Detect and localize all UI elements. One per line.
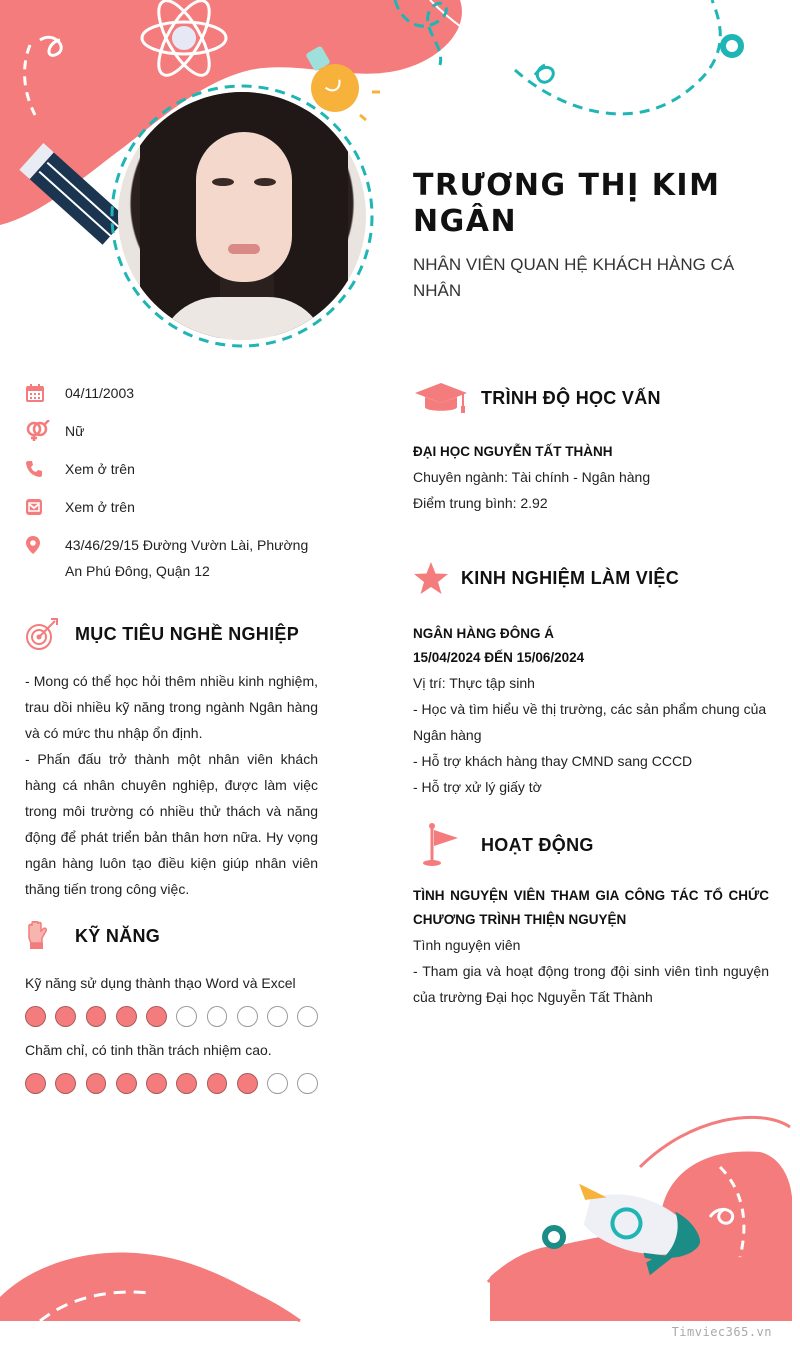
- work-detail: - Hỗ trợ khách hàng thay CMND sang CCCD: [413, 753, 693, 769]
- activities-title: HOẠT ĐỘNG: [481, 834, 594, 855]
- objective-paragraph: - Phấn đấu trở thành một nhân viên khách hàng cá nhân chuyên nghiệp, được làm việc trong môi trường có nhiều thử thách và năng động để phát triển bản thân hơn nữa. Hy vọng ngân hàng luôn tạo điều kiện giúp nhân viên thăng tiến trong công việc.: [25, 751, 318, 897]
- graduation-cap-icon: [413, 381, 481, 415]
- skill-dot-filled: [86, 1006, 107, 1027]
- activity-detail: - Tham gia và hoạt động trong đội sinh viên tình nguyện của trường Đại học Nguyễn Tất Thành: [413, 963, 769, 1005]
- work-period: 15/04/2024 ĐẾN 15/06/2024: [413, 650, 585, 665]
- address-text: 43/46/29/15 Đường Vườn Lài, Phường An Phú Đông, Quận 12: [65, 537, 309, 579]
- star-icon: [413, 561, 461, 595]
- address-row: [25, 532, 318, 584]
- skill-name: Chăm chỉ, có tinh thần trách nhiệm cao.: [25, 1042, 272, 1058]
- education-heading: [413, 380, 769, 416]
- gender-icon: [25, 418, 55, 444]
- skill-dot-filled: [146, 1073, 167, 1094]
- email-text: Xem ở trên: [65, 499, 135, 515]
- phone-icon: [25, 456, 55, 482]
- objective-title: MỤC TIÊU NGHỀ NGHIỆP: [75, 623, 300, 644]
- skill-dot-empty: [297, 1073, 318, 1094]
- activity-name: TÌNH NGUYỆN VIÊN THAM GIA CÔNG TÁC TỔ CHỨC CHƯƠNG TRÌNH THIỆN NGUYỆN: [413, 888, 769, 927]
- avatar: [108, 82, 376, 350]
- bottom-decoration: [0, 1097, 800, 1347]
- company-name: NGÂN HÀNG ĐÔNG Á: [413, 626, 554, 641]
- phone-row: [25, 456, 318, 482]
- experience-title: KINH NGHIỆM LÀM VIỆC: [461, 567, 680, 588]
- skill-dot-filled: [237, 1073, 258, 1094]
- job-position: NHÂN VIÊN QUAN HỆ KHÁCH HÀNG CÁ NHÂN: [413, 255, 735, 300]
- experience-heading: [413, 558, 769, 598]
- work-role: Vị trí: Thực tập sinh: [413, 675, 535, 691]
- skill-dot-filled: [116, 1073, 137, 1094]
- education-major: Chuyên ngành: Tài chính - Ngân hàng: [413, 469, 651, 485]
- watermark-text: Timviec365.vn: [671, 1325, 772, 1339]
- activities-heading: [413, 822, 769, 868]
- skill-dot-empty: [237, 1006, 258, 1027]
- objective-paragraph: - Mong có thể học hỏi thêm nhiều kinh nghiệm, trau dồi nhiều kỹ năng trong ngành Ngân hàng và có mức thu nhập ổn định.: [25, 673, 318, 741]
- candidate-name: TRƯƠNG THỊ KIM NGÂN: [413, 168, 721, 239]
- activity-role: Tình nguyện viên: [413, 937, 521, 953]
- skill-dot-empty: [267, 1073, 288, 1094]
- skill-dot-filled: [116, 1006, 137, 1027]
- skills-title: KỸ NĂNG: [75, 925, 161, 946]
- skill-dot-filled: [146, 1006, 167, 1027]
- skill-name: Kỹ năng sử dụng thành thạo Word và Excel: [25, 975, 296, 991]
- calendar-icon: [25, 380, 55, 406]
- skill-dot-filled: [25, 1006, 46, 1027]
- education-title: TRÌNH ĐỘ HỌC VẤN: [481, 387, 661, 408]
- watermark: [672, 1325, 772, 1339]
- target-icon: [25, 617, 75, 651]
- skill-dot-filled: [55, 1073, 76, 1094]
- hand-icon: [25, 921, 75, 951]
- gender-row: [25, 418, 318, 444]
- email-icon: [25, 494, 55, 520]
- skill-dot-empty: [176, 1006, 197, 1027]
- skill-rating: [25, 1073, 318, 1094]
- skill-rating: [25, 1006, 318, 1027]
- school-name: ĐẠI HỌC NGUYỄN TẤT THÀNH: [413, 444, 613, 459]
- skill-dot-filled: [207, 1073, 228, 1094]
- work-detail: - Hỗ trợ xử lý giấy tờ: [413, 779, 542, 795]
- birthday-text: 04/11/2003: [65, 385, 135, 401]
- skill-dot-empty: [267, 1006, 288, 1027]
- skill-dot-filled: [86, 1073, 107, 1094]
- birthday-row: [25, 380, 318, 406]
- gender-text: Nữ: [65, 423, 85, 439]
- skills-heading: [25, 916, 318, 956]
- location-pin-icon: [25, 532, 55, 558]
- objective-heading: [25, 614, 318, 654]
- skill-dot-filled: [25, 1073, 46, 1094]
- email-row: [25, 494, 318, 520]
- flag-icon: [413, 822, 481, 868]
- phone-text: Xem ở trên: [65, 461, 135, 477]
- avatar-photo: [118, 92, 366, 340]
- skill-dot-filled: [176, 1073, 197, 1094]
- skill-dot-empty: [207, 1006, 228, 1027]
- skill-dot-empty: [297, 1006, 318, 1027]
- work-detail: - Học và tìm hiểu về thị trường, các sản phẩm chung của Ngân hàng: [413, 701, 767, 743]
- skill-dot-filled: [55, 1006, 76, 1027]
- education-gpa: Điểm trung bình: 2.92: [413, 495, 548, 511]
